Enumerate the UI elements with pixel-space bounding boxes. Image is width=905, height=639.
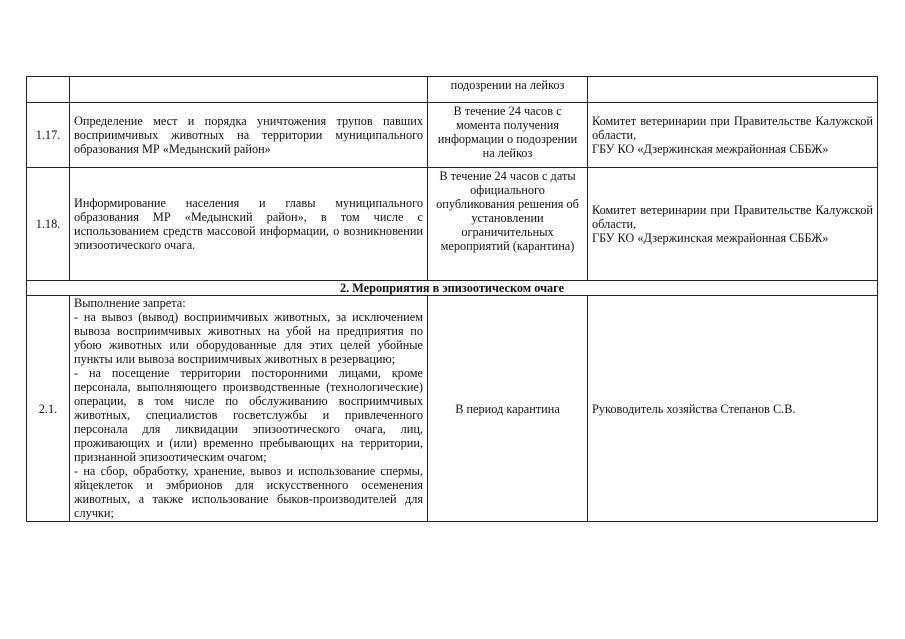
action-cell: Информирование населения и главы муниципального образования МР «Медынский район», в том числе с использованием средств массовой информации, о возникновении эпизоотического очага. (70, 168, 428, 281)
term-cell: В период карантина (428, 296, 588, 522)
row-number: 2.1. (27, 296, 70, 522)
responsible-cell (588, 77, 878, 103)
responsible-cell (588, 168, 878, 281)
term-cell: В течение 24 часов с даты официального опубликования решения об установлении ограничительных мероприятий (карантина) (428, 168, 588, 281)
measures-table (26, 76, 878, 522)
responsible-cell (588, 103, 878, 168)
section-title: 2. Мероприятия в эпизоотическом очаге (27, 281, 878, 296)
action-line: - на посещение территории посторонними лицами, кроме персонала, выполняющего производственные (технологические) операции, в том числе по обслуживанию восприимчивых животных, специалистов госветслужбы и привлеченного персонала для ликвидации эпизоотического очага, лиц, проживающих и (или) временно пребывающих на территории, признанной эпизоотическим очагом; (74, 366, 423, 464)
responsible-line: ГБУ КО «Дзержинская межрайонная СББЖ» (592, 142, 829, 156)
action-line: - на вывоз (вывод) восприимчивых животных, за исключением вывоза восприимчивых животных на убой на предприятия по убою животных или оборудованные для этих целей убойные пункты или вывоза восприимчивых животных в резервацию; (74, 310, 423, 366)
action-line: - на сбор, обработку, хранение, вывоз и использование спермы, яйцеклеток и эмбрионов для искусственного осеменения животных, а также использование быков-производителей для случки; (74, 464, 423, 520)
table-row (27, 77, 878, 103)
table-row (27, 296, 878, 522)
row-number (27, 77, 70, 103)
table-row (27, 168, 878, 281)
responsible-line: ГБУ КО «Дзержинская межрайонная СББЖ» (592, 231, 829, 245)
section-header-row (27, 281, 878, 296)
row-number: 1.18. (27, 168, 70, 281)
responsible-cell: Руководитель хозяйства Степанов С.В. (588, 296, 878, 522)
action-line: Выполнение запрета: (74, 296, 186, 310)
table-row (27, 103, 878, 168)
responsible-line: Комитет ветеринарии при Правительстве Калужской области, (592, 114, 873, 142)
responsible-line: Комитет ветеринарии при Правительстве Калужской области, (592, 203, 873, 231)
action-cell (70, 296, 428, 522)
action-cell (70, 77, 428, 103)
term-cell: подозрении на лейкоз (428, 77, 588, 103)
row-number: 1.17. (27, 103, 70, 168)
term-cell: В течение 24 часов с момента получения информации о подозрении на лейкоз (428, 103, 588, 168)
action-cell: Определение мест и порядка уничтожения трупов павших восприимчивых животных на территории муниципального образования МР «Медынский район» (70, 103, 428, 168)
